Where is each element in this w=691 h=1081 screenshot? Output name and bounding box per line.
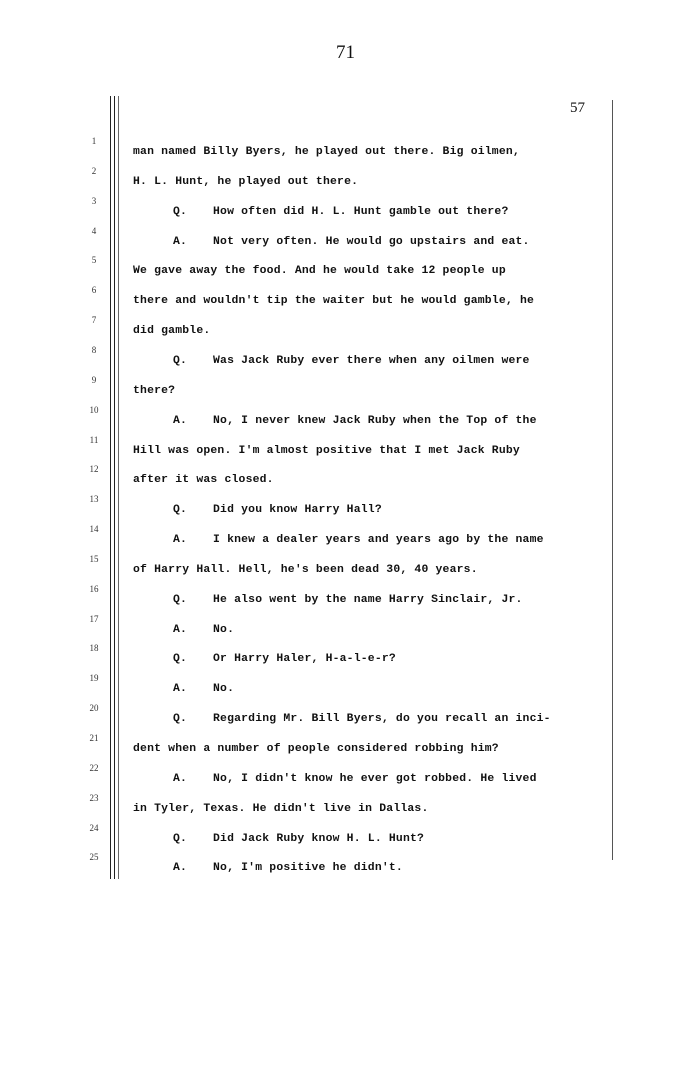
line-text: after it was closed. bbox=[133, 474, 274, 487]
line-text: Hill was open. I'm almost positive that I met Jack Ruby bbox=[133, 444, 520, 457]
line-text: Regarding Mr. Bill Byers, do you recall an inci- bbox=[213, 713, 551, 726]
line-text: man named Billy Byers, he played out there. Big oilmen, bbox=[133, 146, 520, 158]
line-text: Did Jack Ruby know H. L. Hunt? bbox=[213, 832, 425, 845]
transcript-line bbox=[173, 833, 643, 845]
line-number: 16 bbox=[89, 583, 99, 594]
line-number: 14 bbox=[89, 524, 99, 535]
line-number: 7 bbox=[91, 315, 97, 326]
speaker-label: A. bbox=[173, 414, 188, 427]
line-number: 18 bbox=[89, 643, 99, 654]
line-text: How often did H. L. Hunt gamble out there? bbox=[213, 205, 509, 218]
line-number: 25 bbox=[89, 852, 99, 863]
line-number: 2 bbox=[91, 165, 97, 176]
speaker-label: A. bbox=[173, 623, 188, 636]
margin-rule-inner bbox=[114, 96, 115, 879]
transcript-line bbox=[173, 653, 643, 665]
speaker-label: Q. bbox=[173, 354, 188, 367]
transcript-line bbox=[173, 355, 643, 367]
margin-rule-third bbox=[118, 96, 119, 879]
speaker-label: A. bbox=[173, 534, 188, 547]
transcript-line bbox=[133, 325, 603, 337]
speaker-label: Q. bbox=[173, 832, 188, 845]
speaker-label: A. bbox=[173, 772, 188, 785]
line-number: 24 bbox=[89, 822, 99, 833]
transcript-page-number: 57 bbox=[570, 100, 585, 116]
line-text: No. bbox=[213, 623, 235, 636]
transcript-line bbox=[133, 146, 603, 158]
line-text: did gamble. bbox=[133, 325, 211, 338]
line-number: 17 bbox=[89, 613, 99, 624]
transcript-line bbox=[133, 445, 603, 457]
speaker-label: Q. bbox=[173, 653, 188, 666]
line-number: 1 bbox=[91, 136, 97, 146]
transcript-line bbox=[133, 176, 603, 188]
line-number: 22 bbox=[89, 762, 99, 773]
line-number: 20 bbox=[89, 703, 99, 714]
transcript-line bbox=[173, 624, 643, 636]
transcript-line bbox=[173, 534, 643, 546]
line-number: 15 bbox=[89, 553, 99, 564]
line-text: of Harry Hall. Hell, he's been dead 30, 40 years. bbox=[133, 563, 478, 576]
transcript-line bbox=[133, 803, 603, 815]
page-number: 71 bbox=[336, 42, 355, 63]
line-number: 23 bbox=[89, 792, 99, 803]
line-number: 10 bbox=[89, 404, 99, 415]
line-number: 5 bbox=[91, 255, 97, 266]
line-number: 4 bbox=[91, 225, 97, 236]
line-number: 21 bbox=[89, 733, 99, 743]
transcript-line bbox=[133, 265, 603, 277]
speaker-label: A. bbox=[173, 235, 188, 248]
line-text: No, I never knew Jack Ruby when the Top of the bbox=[213, 414, 537, 427]
line-number: 8 bbox=[91, 344, 97, 355]
line-text: H. L. Hunt, he played out there. bbox=[133, 175, 359, 188]
transcript-line bbox=[133, 385, 603, 397]
transcript-line bbox=[173, 862, 643, 874]
transcript-line bbox=[173, 504, 643, 516]
line-text: No. bbox=[213, 683, 235, 696]
line-text: I knew a dealer years and years ago by the name bbox=[213, 534, 544, 547]
line-text: in Tyler, Texas. He didn't live in Dallas. bbox=[133, 802, 429, 815]
line-text: Not very often. He would go upstairs and eat. bbox=[213, 235, 530, 248]
transcript-line bbox=[133, 743, 603, 755]
transcript-line bbox=[173, 236, 643, 248]
line-number: 6 bbox=[91, 285, 97, 296]
line-text: dent when a number of people considered robbing him? bbox=[133, 743, 499, 755]
transcript-line bbox=[133, 295, 603, 307]
speaker-label: Q. bbox=[173, 593, 188, 606]
speaker-label: Q. bbox=[173, 205, 188, 218]
line-text: Did you know Harry Hall? bbox=[213, 504, 382, 517]
speaker-label: Q. bbox=[173, 504, 188, 517]
line-text: there? bbox=[133, 384, 176, 397]
speaker-label: Q. bbox=[173, 713, 188, 726]
line-text: there and wouldn't tip the waiter but he would gamble, he bbox=[133, 295, 535, 308]
margin-rule-outer bbox=[110, 96, 111, 879]
line-number: 13 bbox=[89, 494, 99, 505]
line-text: Was Jack Ruby ever there when any oilmen were bbox=[213, 354, 530, 367]
transcript-line bbox=[173, 594, 643, 606]
line-number: 9 bbox=[91, 374, 97, 385]
speaker-label: A. bbox=[173, 683, 188, 696]
line-number: 12 bbox=[89, 464, 99, 475]
line-number: 19 bbox=[89, 673, 99, 684]
transcript-line bbox=[173, 773, 643, 785]
line-text: We gave away the food. And he would take 12 people up bbox=[133, 265, 506, 278]
line-text: Or Harry Haler, H-a-l-e-r? bbox=[213, 653, 396, 666]
line-number: 11 bbox=[89, 434, 99, 445]
speaker-label: A. bbox=[173, 862, 188, 875]
transcript-line bbox=[173, 206, 643, 218]
line-text: No, I didn't know he ever got robbed. He lived bbox=[213, 772, 537, 785]
line-text: He also went by the name Harry Sinclair, Jr. bbox=[213, 593, 523, 606]
transcript-line bbox=[173, 713, 643, 725]
transcript-line bbox=[133, 564, 603, 576]
line-text: No, I'm positive he didn't. bbox=[213, 862, 403, 875]
line-number: 3 bbox=[91, 195, 97, 206]
transcript-line bbox=[173, 683, 643, 695]
transcript-line bbox=[173, 415, 643, 427]
transcript-line bbox=[133, 474, 603, 486]
